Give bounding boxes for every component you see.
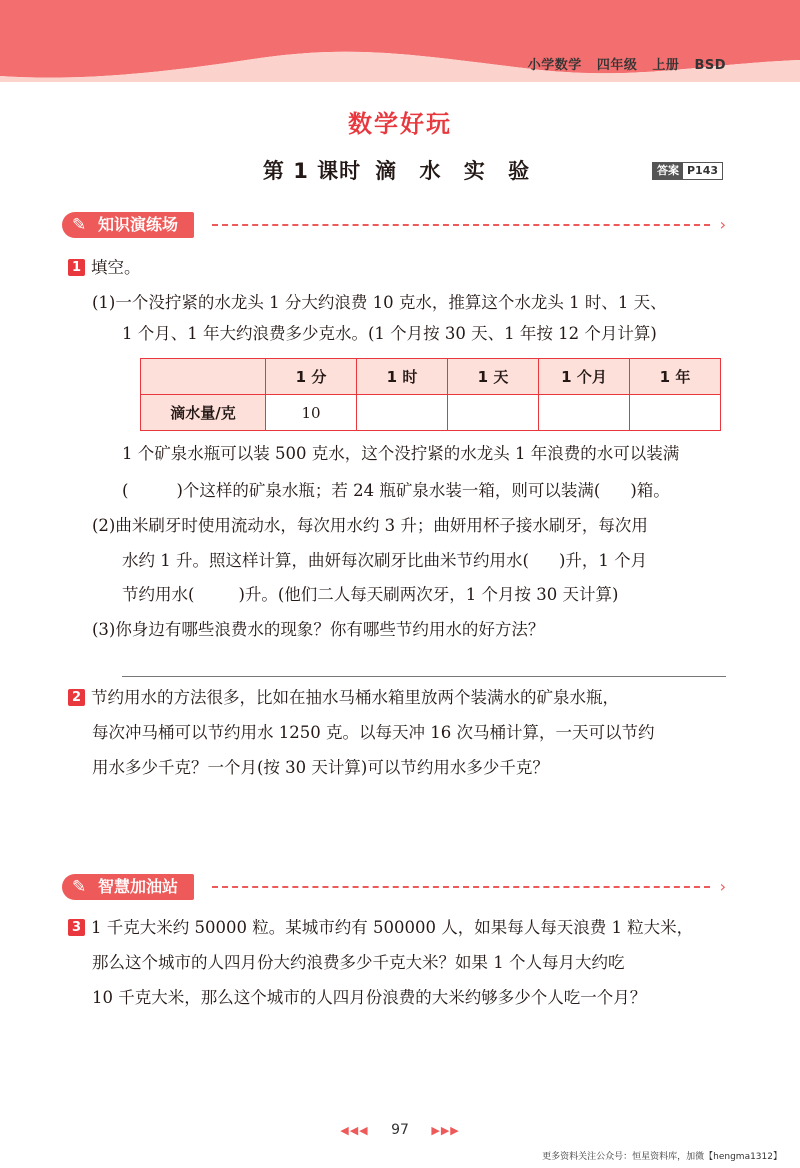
q1-text: )升。(他们二人每天刷两次牙，1 个月按 30 天计算) — [238, 585, 619, 604]
watermark-note: 更多资料关注公众号：恒星资料库，加微【hengma1312】 — [542, 1152, 782, 1162]
header-grade: 四年级 — [596, 58, 638, 73]
table-header-cell: 1 年 — [630, 359, 721, 395]
page-number: 97 — [391, 1122, 409, 1138]
table-header-cell: 1 时 — [357, 359, 448, 395]
table-header-cell: 1 个月 — [539, 359, 630, 395]
section-header-challenge — [62, 874, 726, 904]
question-3-line3: 10 千克大米，那么这个城市的人四月份浪费的大米约够多少个人吃一个月？ — [92, 988, 647, 1007]
answer-page: P143 — [687, 164, 719, 177]
dashed-divider — [212, 886, 710, 888]
question-3-line2: 那么这个城市的人四月份大约浪费多少千克大米？如果 1 个人每月大约吃 — [92, 953, 625, 972]
q1-part1-line1: (1)一个没拧紧的水龙头 1 分大约浪费 10 克水，推算这个水龙头 1 时、1 天、 — [92, 293, 667, 312]
question-3-line1 — [68, 910, 693, 945]
q1-part2-line1: (2)曲米刷牙时使用流动水，每次用水约 3 升；曲妍用杯子接水刷牙，每次用 — [92, 516, 648, 535]
arrow-right-icon: › — [719, 215, 726, 234]
table-cell: 10 — [266, 395, 357, 431]
question-1-title — [68, 250, 141, 285]
section-title: 智慧加油站 — [98, 877, 179, 896]
table-cell-answer[interactable] — [357, 395, 448, 431]
table-cell-answer[interactable] — [448, 395, 539, 431]
answer-reference — [652, 162, 723, 180]
section-title: 知识演练场 — [98, 215, 179, 234]
question-text: 1 千克大米约 50000 粒。某城市约有 500000 人，如果每人每天浪费 1 粒大米， — [91, 918, 694, 937]
table-cell-answer[interactable] — [630, 395, 721, 431]
table-row — [141, 395, 721, 431]
q1-text: )个这样的矿泉水瓶；若 24 瓶矿泉水装一箱，则可以装满( — [176, 481, 601, 500]
lesson-number: 第 1 课时 — [262, 159, 362, 183]
q1-part3: (3)你身边有哪些浪费水的现象？你有哪些节约用水的好方法？ — [92, 620, 545, 639]
lesson-name: 滴 水 实 验 — [375, 159, 538, 183]
table-header-row — [141, 359, 721, 395]
question-2-line1 — [68, 680, 619, 715]
question-number: 2 — [68, 689, 85, 706]
question-2-line2: 每次冲马桶可以节约用水 1250 克。以每天冲 16 次马桶计算，一天可以节约 — [92, 723, 655, 742]
header-info — [518, 54, 726, 73]
q1-part2-line2 — [122, 543, 647, 578]
header-band — [0, 0, 800, 95]
q1-part1-line3: 1 个矿泉水瓶可以装 500 克水，这个没拧紧的水龙头 1 年浪费的水可以装满 — [122, 444, 680, 463]
question-number: 3 — [68, 919, 85, 936]
pencil-icon: ✎ — [72, 215, 87, 235]
question-number: 1 — [68, 259, 85, 276]
dashed-divider — [212, 224, 710, 226]
q1-part1-line2: 1 个月、1 年大约浪费多少克水。(1 个月按 30 天、1 年按 12 个月计算) — [122, 324, 657, 343]
pencil-icon: ✎ — [72, 877, 87, 897]
answer-line[interactable] — [122, 676, 726, 677]
section-header-practice — [62, 212, 726, 242]
q1-text: 水约 1 升。照这样计算，曲妍每次刷牙比曲米节约用水( — [122, 551, 529, 570]
header-subject: 小学数学 — [527, 58, 582, 73]
question-2-line3: 用水多少千克？一个月(按 30 天计算)可以节约用水多少千克？ — [92, 758, 549, 777]
section-badge — [62, 874, 194, 900]
table-header-cell: 1 天 — [448, 359, 539, 395]
next-arrows-icon: ▶▶▶ — [431, 1124, 460, 1137]
page-footer — [0, 1122, 800, 1138]
prev-arrows-icon: ◀◀◀ — [340, 1124, 369, 1137]
q1-text: 节约用水( — [122, 585, 195, 604]
q1-part2-line3 — [122, 577, 618, 612]
header-edition: BSD — [694, 58, 726, 73]
question-text: 填空。 — [91, 258, 141, 277]
water-waste-table — [140, 358, 721, 431]
arrow-right-icon: › — [719, 877, 726, 896]
q1-part1-line4 — [122, 473, 670, 508]
question-text: 节约用水的方法很多，比如在抽水马桶水箱里放两个装满水的矿泉水瓶， — [91, 688, 619, 707]
page-title: 数学好玩 — [348, 110, 452, 138]
table-cell-answer[interactable] — [539, 395, 630, 431]
header-volume: 上册 — [652, 58, 680, 73]
table-header-cell — [141, 359, 266, 395]
paren-open: ( — [122, 481, 129, 500]
section-badge — [62, 212, 194, 238]
table-row-label: 滴水量/克 — [141, 395, 266, 431]
q1-text: )箱。 — [630, 481, 670, 500]
answer-label: 答案 — [653, 163, 683, 179]
q1-text: )升，1 个月 — [558, 551, 648, 570]
table-header-cell: 1 分 — [266, 359, 357, 395]
